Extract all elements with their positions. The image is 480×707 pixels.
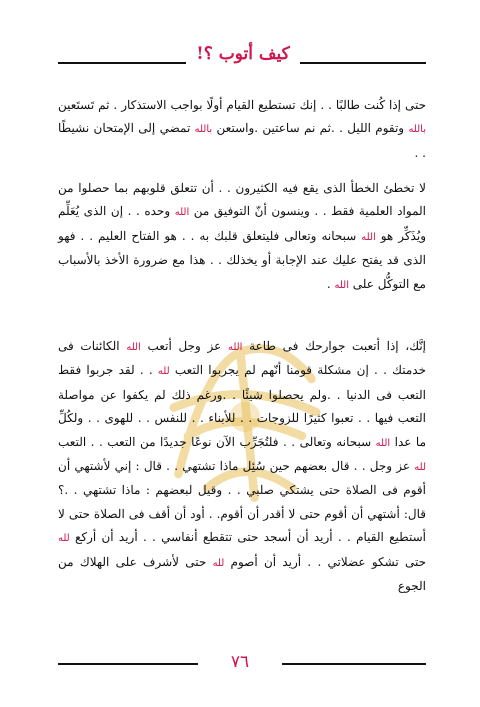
footer-rule-right <box>282 663 426 665</box>
footer-rule-left <box>58 663 198 665</box>
text-segment: حتى إذا كُنت طالبًا . . إنك تستطيع القيام أولًا بواجب الاستذكار . ثم تَستَعين <box>58 98 426 112</box>
text-segment: وتقوم الليل . .ثم نم ساعتين .واستعن <box>212 121 409 136</box>
paragraph-text <box>58 335 426 598</box>
paragraph-text <box>58 177 426 297</box>
divine-name: الله <box>126 342 141 353</box>
page-number: ٧٦ <box>230 652 250 672</box>
text-segment: إنَّك، إذا أتعبت جوارحك فى طاعة <box>242 339 426 353</box>
paragraph-3 <box>58 335 426 598</box>
divine-name: لله <box>212 557 225 569</box>
text-segment: . <box>326 276 335 291</box>
text-segment: سبحانه وتعالى فليتعلق قلبك به . . هو الفتاح العليم . . فهو الذى قد يفتح عليك عند الإجابة أو يخذلك . . هذا مع ضرورة الأخذ بالأسباب مع التوكُّل على <box>58 228 426 291</box>
text-segment: لا تخطئ الخطأ الذى يقع فيه الكثيرون . . أن تتعلق قلوبهم بما حصلوا من المواد العلمية فقط . . وينسون أنّ التوفيق من <box>58 181 427 219</box>
divine-name: الله <box>375 437 391 449</box>
divine-name: الله <box>174 207 190 219</box>
divine-name: لله <box>157 366 170 378</box>
text-segment: عز وجل . . قال بعضهم حين سُئِل ماذا تشتهي . . قال : إني لأشتهي أن أقوم فى الصلاة حتى يشتكي صلبي . . وقيل لبعضهم : ماذا تشتهي . .؟ قال: أشتهي أن أقوم حتى لا أقدر أن أقوم. . أود أن أقف فى الصلاة حتى لا أستطيع القيام . . أريد أن أسجد حتى تتقطع أنفاسي . . أريد أن أركع <box>58 459 426 545</box>
divine-name: الله <box>361 231 376 243</box>
page-header-title: كيف أتوب ؟! <box>196 44 290 64</box>
text-segment: وحده . . إن الذى يُعَلِّم ويُذَكِّر هو <box>58 204 426 243</box>
text-segment: حتى تشكو عضلاتي . . أريد أن أصوم <box>224 554 427 569</box>
text-segment: حتى لأشرف على الهلاك من الجوع <box>58 554 426 594</box>
divine-name: بالله <box>194 124 213 136</box>
divine-name: بالله <box>408 124 426 136</box>
header-rule-left <box>58 62 186 64</box>
text-segment: الكائنات فى خدمتك . . إن مشكلة قومنا أنّهم لم يجربوا التعب <box>58 339 426 378</box>
paragraph-2 <box>58 177 426 297</box>
text-segment: سبحانه وتعالى . . فلتُجَرِّب الآن نوعًا جديدًا من التعب . . التعب <box>58 434 376 449</box>
divine-name: الله <box>227 342 243 353</box>
paragraph-1 <box>58 94 426 165</box>
text-segment: عز وجل أتعب <box>140 339 228 353</box>
header-rule-right <box>300 62 426 64</box>
text-segment: . . لقد جربوا فقط التعب فى الدنيا . .ولم يحصلوا شيئًا . .ورغم ذلك لم يكفوا عن مواصلة التعب فيها . . تعبوا كثيرًا للزوجات . . للأبناء . . للنفس . . للهوى . . ولكُلِّ ما عدا <box>58 363 426 449</box>
text-segment: تمضي إلى الإمتحان نشيطًا . . <box>58 121 426 160</box>
paragraph-text <box>58 94 426 165</box>
divine-name: لله <box>58 533 70 545</box>
divine-name: الله <box>334 279 349 291</box>
divine-name: لله <box>414 462 426 474</box>
